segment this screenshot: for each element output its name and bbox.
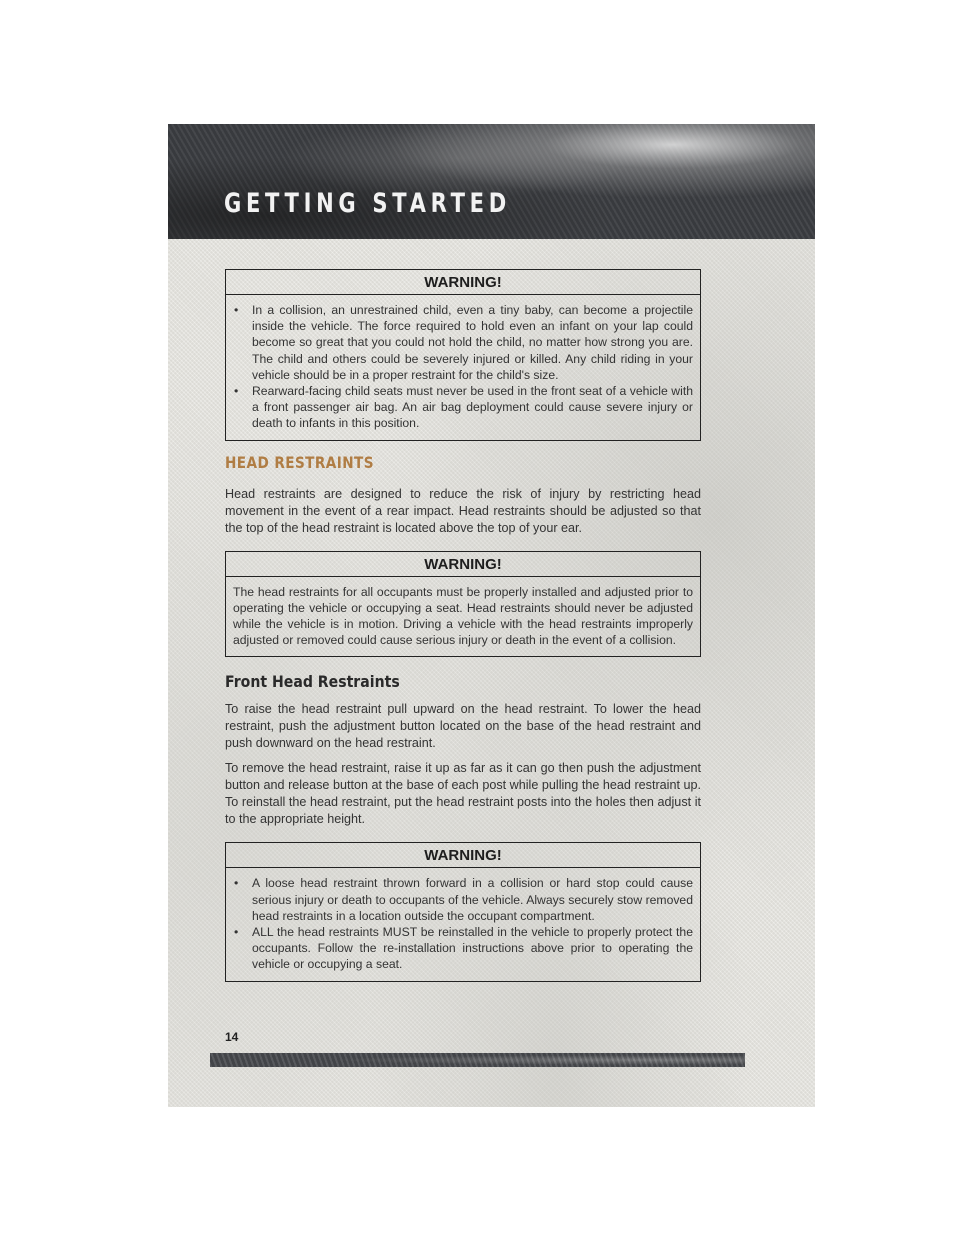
- warning-list-item: [233, 383, 693, 432]
- warning-list: [233, 302, 693, 432]
- warning-item-text: ALL the head restraints MUST be reinstalled in the vehicle to properly protect the occupants. Follow the re-installation instructions above prior to operating the vehicle or occupying a seat.: [252, 925, 693, 972]
- warning-body: [226, 868, 700, 980]
- warning-title: WARNING!: [226, 270, 700, 295]
- page-number: 14: [225, 1030, 239, 1044]
- footer-bar: [210, 1053, 745, 1067]
- warning-list-item: [233, 875, 693, 924]
- bullet-icon: •: [234, 925, 239, 940]
- warning-item-text: Rearward-facing child seats must never be used in the front seat of a vehicle with a front passenger air bag. An air bag deployment could cause severe injury or death to infants in this position.: [252, 384, 693, 431]
- warning-item-text: A loose head restraint thrown forward in a collision or hard stop could cause serious injury or death to occupants of the vehicle. Always securely stow removed head restraints in a location outside the occupant compartment.: [252, 876, 693, 923]
- front-head-restraints-heading: Front Head Restraints: [225, 672, 400, 692]
- bullet-icon: •: [234, 303, 239, 317]
- warning-item-text: In a collision, an unrestrained child, even a tiny baby, can become a projectile inside the vehicle. The force required to hold even an infant on your lap could become so great that you could not hold the child, no matter how strong you are. The child and others could be severely injured or killed. Any child riding in your vehicle should be in a proper restraint for the child's size.: [252, 303, 693, 382]
- manual-page: [168, 124, 815, 1107]
- warning-body: [226, 295, 700, 440]
- warning-list-item: [233, 924, 693, 973]
- header-band: [168, 124, 815, 239]
- bullet-icon: •: [234, 384, 239, 399]
- warning-box-head-restraints: [225, 551, 701, 658]
- warning-title: WARNING!: [226, 843, 700, 868]
- front-head-restraints-para-2: To remove the head restraint, raise it up as far as it can go then push the adjustment button and release button at the base of each post while pulling the head restraint up. To reinstall the head restraint, put the head restraint posts into the holes then adjust it to the appropriate height.: [225, 761, 701, 827]
- warning-title: WARNING!: [226, 552, 700, 577]
- warning-box-child-safety: [225, 269, 701, 441]
- head-restraints-heading: HEAD RESTRAINTS: [225, 452, 374, 472]
- page-content: [225, 269, 701, 982]
- head-restraints-intro: Head restraints are designed to reduce the risk of injury by restricting head movement in the event of a rear impact. Head restraints should be adjusted so that the top of the head restraint is located above the top of your ear.: [225, 486, 701, 535]
- bullet-icon: •: [234, 876, 239, 891]
- section-title: GETTING STARTED: [224, 188, 511, 219]
- warning-box-loose-restraint: [225, 842, 701, 981]
- warning-list: [233, 875, 693, 972]
- warning-body: The head restraints for all occupants must be properly installed and adjusted prior to operating the vehicle or occupying a seat. Head restraints should never be adjusted while the vehicle is in motion. Driving a vehicle with the head restraints improperly adjusted or removed could cause serious injury or death in the event of a collision.: [233, 584, 693, 648]
- front-head-restraints-para-1: To raise the head restraint pull upward on the head restraint. To lower the head restraint, push the adjustment button located on the base of the head restraint and push downward on the head restraint.: [225, 702, 701, 751]
- warning-list-item: [233, 302, 693, 383]
